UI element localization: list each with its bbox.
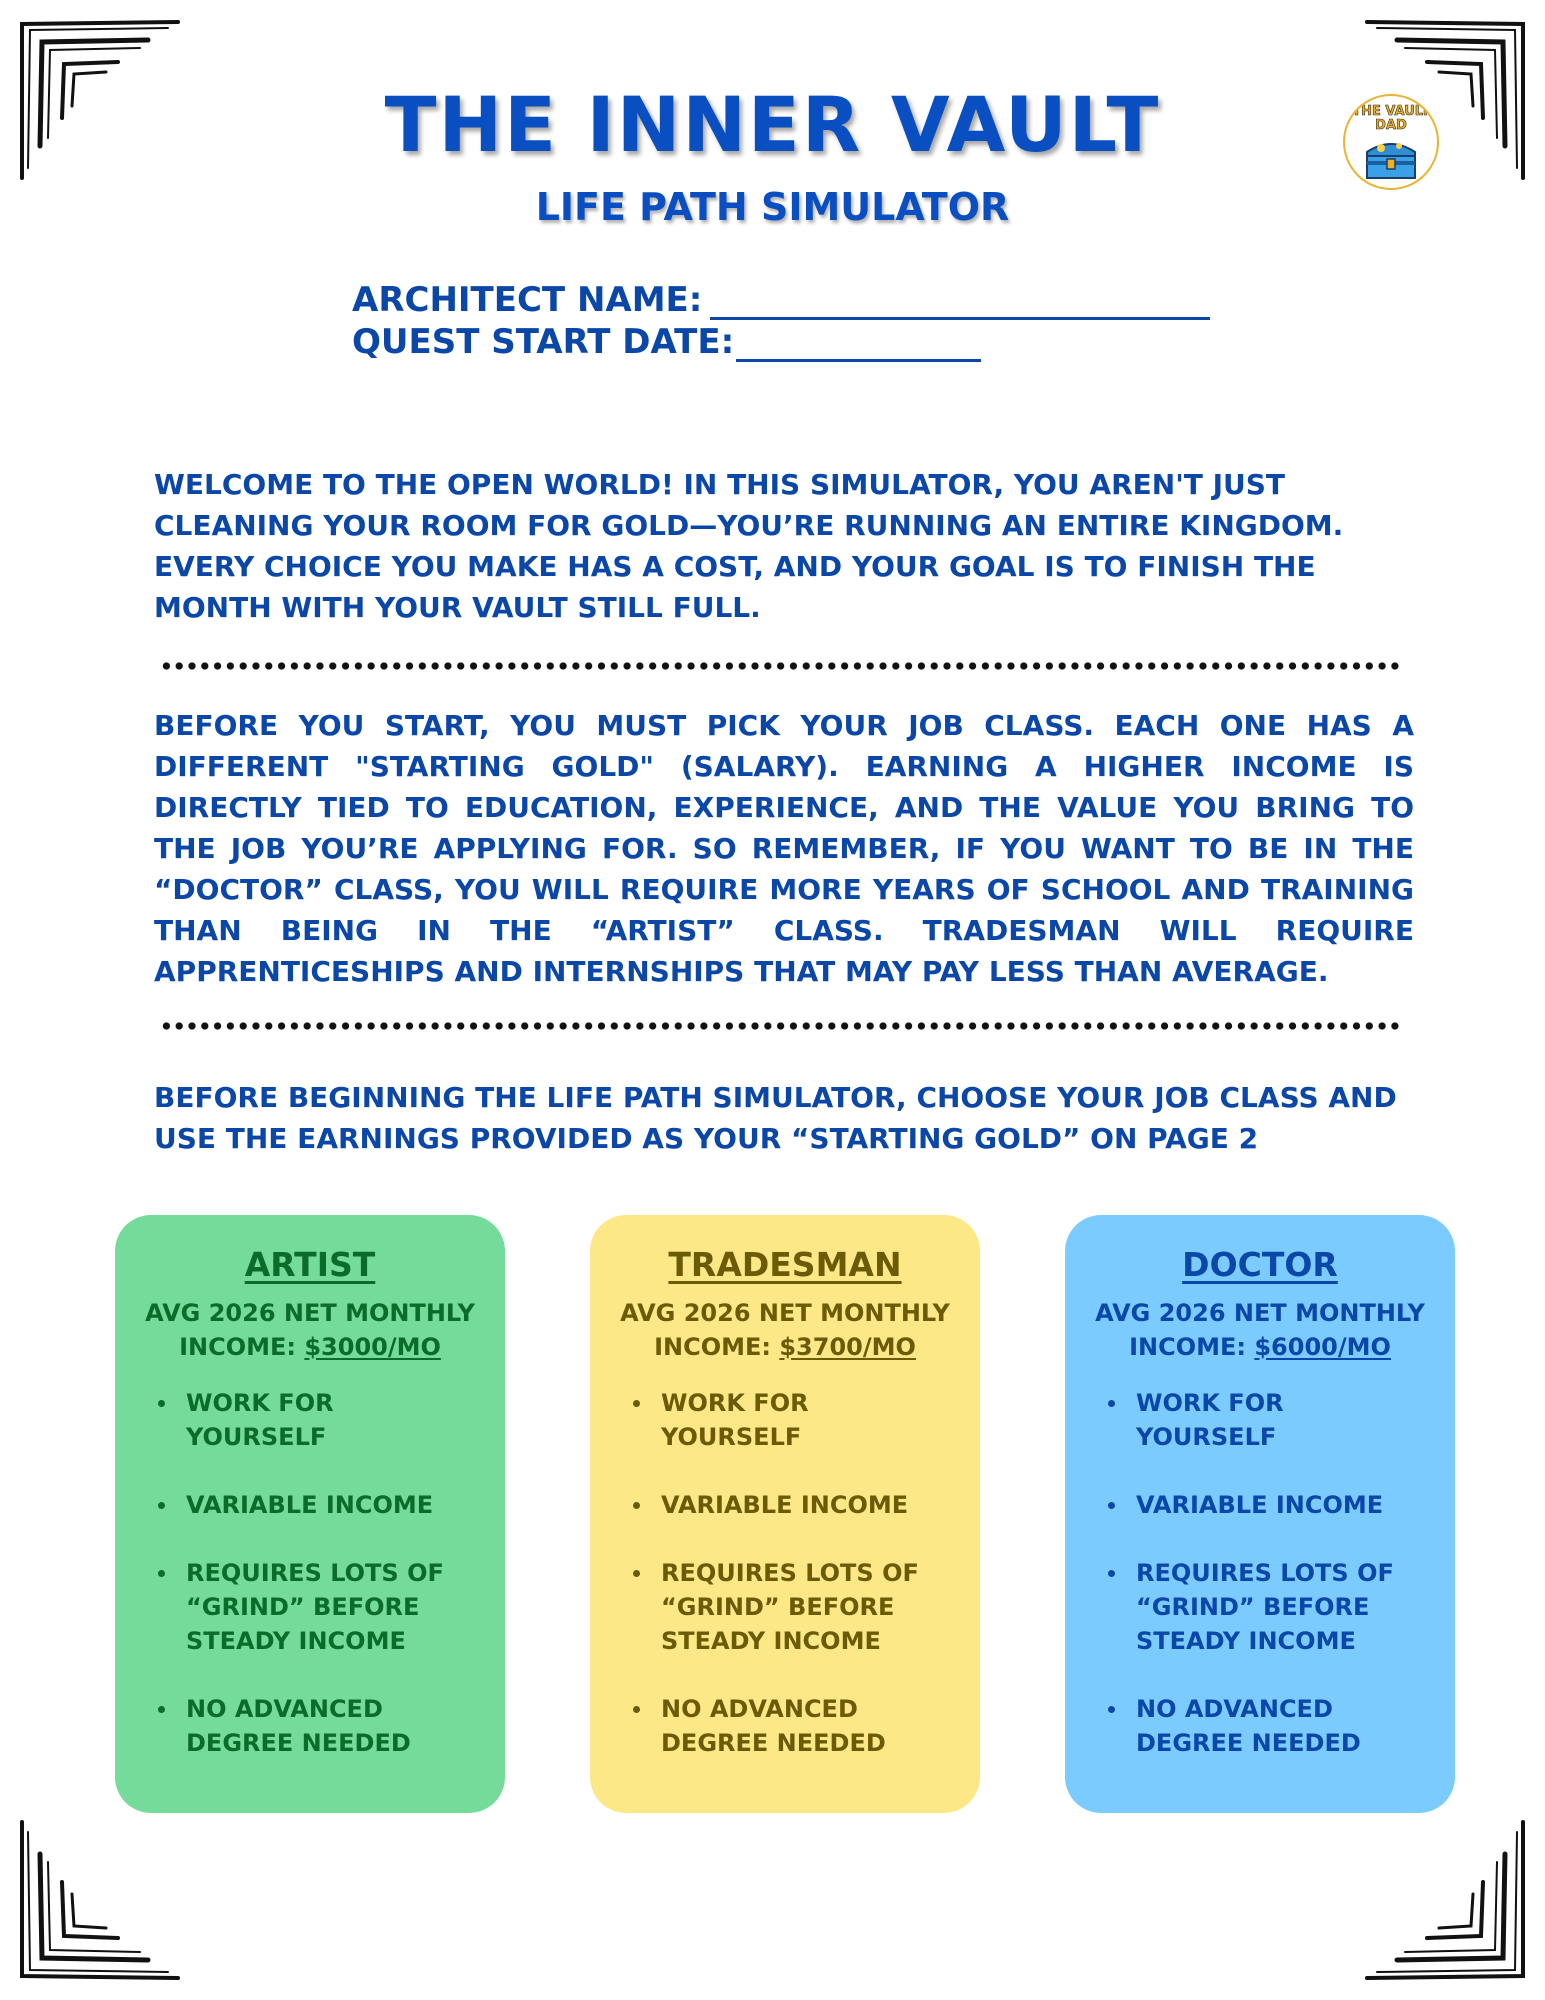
card-income: AVG 2026 NET MONTHLY INCOME: $3700/MO <box>620 1299 950 1361</box>
card-income: AVG 2026 NET MONTHLY INCOME: $6000/MO <box>1095 1299 1425 1361</box>
list-item: WORK FOR YOURSELF <box>1136 1386 1425 1454</box>
list-item: REQUIRES LOTS OF “GRIND” BEFORE STEADY INCOME <box>186 1556 475 1658</box>
list-item: REQUIRES LOTS OF “GRIND” BEFORE STEADY INCOME <box>661 1556 950 1658</box>
architect-name-label: ARCHITECT NAME: <box>352 280 703 320</box>
list-item: NO ADVANCED DEGREE NEEDED <box>1136 1692 1425 1760</box>
list-item: VARIABLE INCOME <box>1136 1488 1425 1522</box>
job-class-paragraph: BEFORE YOU START, YOU MUST PICK YOUR JOB CLASS. EACH ONE HAS A DIFFERENT "STARTING GOLD" (SALARY). EARNING A HIGHER INCOME IS DIRECTLY TIED TO EDUCATION, EXPERIENCE, AND THE VALUE YOU BRING TO THE JOB YOU’RE APPLYING FOR. SO REMEMBER, IF YOU WANT TO BE IN THE “DOCTOR” CLASS, YOU WILL REQUIRE MORE YEARS OF SCHOOL AND TRAINING THAN BEING IN THE “ARTIST” CLASS. TRADESMAN WILL REQUIRE APPRENTICESHIPS AND INTERNSHIPS THAT MAY PAY LESS THAN AVERAGE. <box>154 709 1414 988</box>
dotted-divider <box>160 1020 1400 1032</box>
income-value: $3700/MO <box>779 1333 916 1361</box>
logo-text: THE VAULT DAD <box>1352 104 1430 133</box>
dotted-divider <box>160 660 1400 672</box>
card-title: ARTIST <box>244 1245 376 1284</box>
card-income: AVG 2026 NET MONTHLY INCOME: $3000/MO <box>145 1299 475 1361</box>
quest-start-date-field <box>352 322 981 362</box>
list-item: WORK FOR YOURSELF <box>186 1386 475 1454</box>
artist-card <box>115 1215 505 1813</box>
page-title: THE INNER VAULT <box>384 80 1161 169</box>
intro-paragraph: WELCOME TO THE OPEN WORLD! IN THIS SIMULATOR, YOU AREN'T JUST CLEANING YOUR ROOM FOR GOLD—YOU’RE RUNNING AN ENTIRE KINGDOM. EVERY CHOICE YOU MAKE HAS A COST, AND YOUR GOAL IS TO FINISH THE MONTH WITH YOUR VAULT STILL FULL. <box>154 468 1344 624</box>
page-subtitle: LIFE PATH SIMULATOR <box>535 185 1010 229</box>
tradesman-card <box>590 1215 980 1813</box>
card-title: DOCTOR <box>1182 1245 1338 1284</box>
list-item: VARIABLE INCOME <box>186 1488 475 1522</box>
quest-start-date-line[interactable] <box>736 327 981 362</box>
income-value: $6000/MO <box>1254 1333 1391 1361</box>
instruction-paragraph: BEFORE BEGINNING THE LIFE PATH SIMULATOR, CHOOSE YOUR JOB CLASS AND USE THE EARNINGS PROVIDED AS YOUR “STARTING GOLD” ON PAGE 2 <box>154 1081 1397 1155</box>
doctor-card <box>1065 1215 1455 1813</box>
list-item: VARIABLE INCOME <box>661 1488 950 1522</box>
card-bullet-list <box>620 1386 950 1760</box>
card-bullet-list <box>145 1386 475 1760</box>
architect-name-line[interactable] <box>710 285 1210 320</box>
architect-name-field <box>352 280 1210 320</box>
corner-frame-icon <box>18 1817 183 1982</box>
quest-start-date-label: QUEST START DATE: <box>352 322 735 362</box>
card-bullet-list <box>1095 1386 1425 1760</box>
list-item: WORK FOR YOURSELF <box>661 1386 950 1454</box>
card-title: TRADESMAN <box>668 1245 902 1284</box>
list-item: REQUIRES LOTS OF “GRIND” BEFORE STEADY INCOME <box>1136 1556 1425 1658</box>
income-value: $3000/MO <box>304 1333 441 1361</box>
list-item: NO ADVANCED DEGREE NEEDED <box>186 1692 475 1760</box>
corner-frame-icon <box>1362 1817 1527 1982</box>
list-item: NO ADVANCED DEGREE NEEDED <box>661 1692 950 1760</box>
